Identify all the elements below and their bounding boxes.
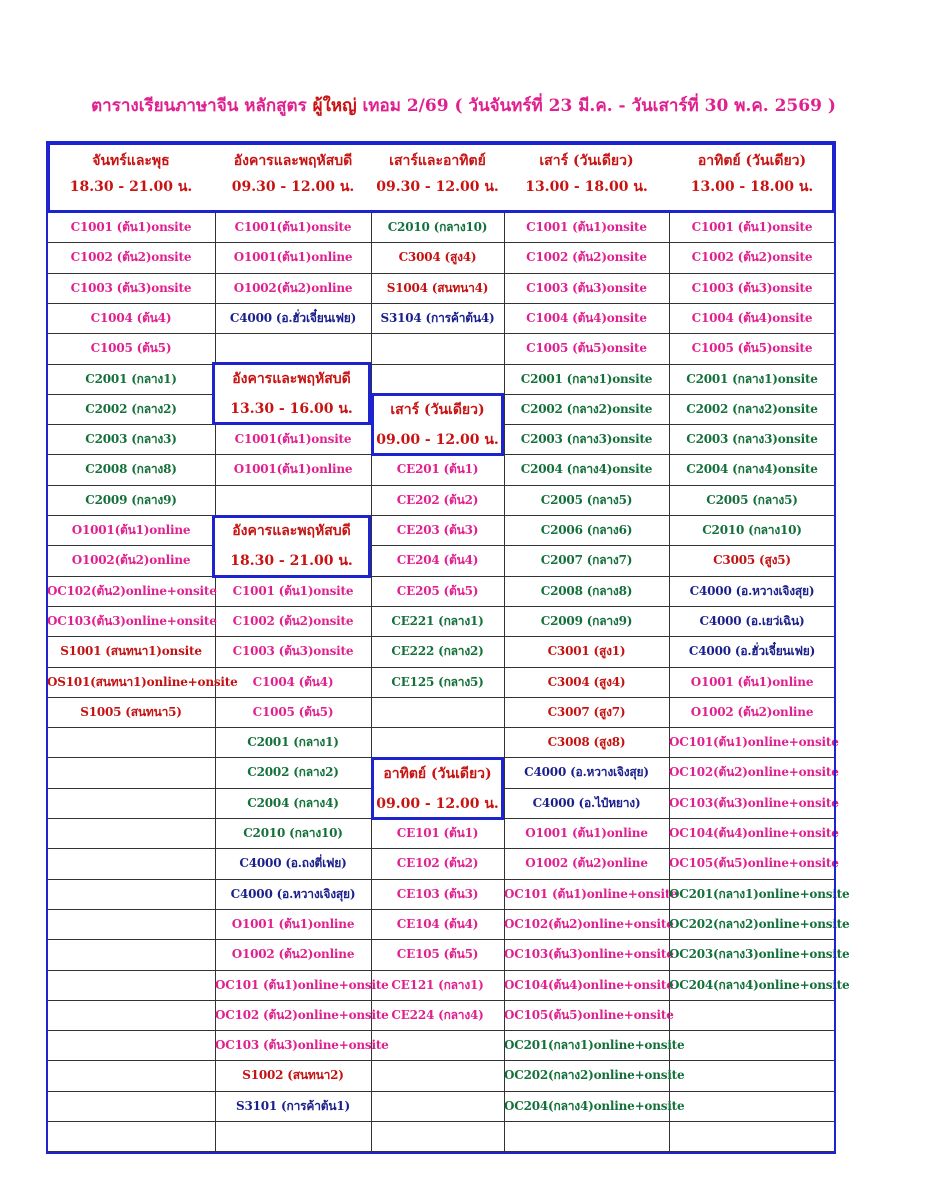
class-cell: CE105 (ต้น5) bbox=[396, 947, 479, 962]
class-cell: S1002 (สนทนา2) bbox=[242, 1068, 344, 1083]
class-cell: C1002 (ต้น2)onsite bbox=[691, 250, 813, 265]
class-cell: C2009 (กลาง9) bbox=[540, 613, 633, 628]
class-cell: C2010 (กลาง10) bbox=[387, 220, 488, 234]
header-day: อังคารและพฤหัสบดี bbox=[233, 153, 353, 169]
class-cell: C1001 (ต้น1)onsite bbox=[526, 220, 647, 234]
class-cell: C1002 (ต้น2)onsite bbox=[232, 613, 354, 628]
class-cell: C2003 (กลาง3)onsite bbox=[686, 432, 818, 447]
class-cell: C1001 (ต้น1)onsite bbox=[70, 220, 192, 234]
class-cell: O1001 (ต้น1)online bbox=[231, 916, 355, 931]
class-cell: C1001(ต้น1)onsite bbox=[234, 432, 352, 447]
class-cell: OC201(กลาง1)online+onsite bbox=[504, 1038, 685, 1053]
class-cell: OC203(กลาง3)online+onsite bbox=[669, 947, 850, 962]
class-cell: OC204(กลาง4)online+onsite bbox=[669, 977, 850, 992]
class-cell: O1001(ต้น1)online bbox=[233, 250, 353, 265]
class-cell: CE104 (ต้น4) bbox=[396, 916, 479, 931]
subheader-day: เสาร์ (วันเดียว) bbox=[390, 402, 485, 418]
class-cell: C2002 (กลาง2)onsite bbox=[520, 401, 653, 416]
class-cell: C2004 (กลาง4)onsite bbox=[520, 462, 653, 477]
class-cell: C2008 (กลาง8) bbox=[85, 462, 177, 477]
class-cell: S3101 (การค้าต้น1) bbox=[236, 1098, 350, 1113]
class-cell: C4000 (อ.เยว่เฉิน) bbox=[699, 613, 805, 628]
class-cell: O1001(ต้น1)online bbox=[71, 523, 191, 537]
class-cell: C2005 (กลาง5) bbox=[540, 492, 633, 507]
class-cell: C4000 (อ.ฮั่วเจี๋ยนเฟย) bbox=[688, 644, 816, 659]
header-time: 13.00 - 18.00 น. bbox=[690, 179, 814, 195]
class-cell: C1002 (ต้น2)onsite bbox=[526, 250, 647, 265]
class-cell: CE221 (กลาง1) bbox=[391, 613, 484, 628]
header-day: เสาร์ (วันเดียว) bbox=[539, 153, 634, 169]
class-cell: OC204(กลาง4)online+onsite bbox=[504, 1098, 685, 1113]
class-cell: OC103(ต้น3)online+onsite bbox=[669, 795, 839, 810]
header-day: จันทร์และพุธ bbox=[92, 153, 170, 169]
subheader-day: อังคารและพฤหัสบดี bbox=[232, 371, 351, 387]
class-cell: C3008 (สูง8) bbox=[547, 735, 626, 750]
class-cell: C1004 (ต้น4)onsite bbox=[526, 310, 647, 325]
class-cell: C2001 (กลาง1) bbox=[85, 371, 177, 386]
subheader-day: อังคารและพฤหัสบดี bbox=[232, 523, 351, 539]
class-cell: C4000 (อ.หวางเจิงสุย) bbox=[689, 583, 815, 598]
class-cell: CE121 (กลาง1) bbox=[391, 977, 484, 992]
class-cell: OC102(ต้น2)online+onsite bbox=[47, 583, 217, 598]
class-cell: OC101 (ต้น1)online+onsite bbox=[215, 977, 389, 992]
class-cell: C2010 (กลาง10) bbox=[702, 523, 802, 537]
class-cell: CE201 (ต้น1) bbox=[396, 462, 479, 477]
class-cell: CE103 (ต้น3) bbox=[396, 886, 479, 901]
class-cell: C1001 (ต้น1)onsite bbox=[691, 220, 813, 234]
header-day: อาทิตย์ (วันเดียว) bbox=[697, 153, 807, 169]
class-cell: C1005 (ต้น5) bbox=[90, 341, 172, 356]
header-time: 09.30 - 12.00 น. bbox=[231, 179, 355, 195]
class-cell: S3104 (การค้าต้น4) bbox=[380, 310, 495, 325]
class-cell: CE203 (ต้น3) bbox=[396, 523, 479, 537]
title-part2: ผู้ใหญ่ bbox=[312, 96, 357, 116]
class-cell: C2009 (กลาง9) bbox=[85, 492, 177, 507]
class-cell: CE125 (กลาง5) bbox=[391, 674, 484, 689]
class-cell: C1003 (ต้น3)onsite bbox=[526, 280, 647, 295]
class-cell: OC102(ต้น2)online+onsite bbox=[669, 765, 839, 780]
subheader-time: 09.00 - 12.00 น. bbox=[376, 796, 499, 812]
class-cell: S1005 (สนทนา5) bbox=[80, 704, 182, 719]
class-cell: C2004 (กลาง4)onsite bbox=[686, 462, 818, 477]
class-cell: OC105(ต้น5)online+onsite bbox=[504, 1007, 674, 1022]
class-cell: C1003 (ต้น3)onsite bbox=[232, 644, 354, 659]
table-frame bbox=[46, 141, 850, 1154]
class-cell: C1002 (ต้น2)onsite bbox=[70, 250, 192, 265]
class-cell: C3005 (สูง5) bbox=[713, 553, 791, 568]
class-cell: OC103(ต้น3)online+onsite bbox=[47, 613, 217, 628]
class-cell: C1004 (ต้น4)onsite bbox=[691, 310, 813, 325]
class-cell: C3004 (สูง4) bbox=[547, 674, 626, 689]
class-cell: S1001 (สนทนา1)onsite bbox=[60, 644, 202, 659]
class-cell: C2008 (กลาง8) bbox=[540, 583, 633, 598]
class-cell: OC102 (ต้น2)online+onsite bbox=[215, 1007, 389, 1022]
class-cell: C1001 (ต้น1)onsite bbox=[232, 583, 354, 598]
class-cell: C2003 (กลาง3)onsite bbox=[520, 432, 653, 447]
class-cell: OS101(สนทนา1)online+onsite bbox=[47, 674, 238, 689]
class-cell: C4000 (อ.ไป๋หยาง) bbox=[532, 795, 641, 810]
class-cell: C2004 (กลาง4) bbox=[247, 795, 339, 810]
class-cell: OC103(ต้น3)online+onsite bbox=[504, 947, 674, 962]
class-cell: OC104(ต้น4)online+onsite bbox=[504, 977, 674, 992]
class-cell: C2002 (กลาง2) bbox=[247, 765, 339, 780]
class-cell: C2010 (กลาง10) bbox=[243, 826, 343, 840]
class-cell: O1002 (ต้น2)online bbox=[231, 947, 355, 962]
class-cell: O1001 (ต้น1)online bbox=[525, 826, 648, 840]
class-cell: C2005 (กลาง5) bbox=[706, 492, 798, 507]
class-cell: C1004 (ต้น4) bbox=[252, 674, 334, 689]
class-cell: C4000 (อ.หวางเจิงสุย) bbox=[524, 765, 649, 780]
class-cell: C1003 (ต้น3)onsite bbox=[691, 280, 813, 295]
class-cell: C3004 (สูง4) bbox=[398, 250, 477, 265]
class-cell: C2001 (กลาง1)onsite bbox=[520, 371, 653, 386]
class-cell: O1001 (ต้น1)online bbox=[690, 674, 814, 689]
class-cell: CE222 (กลาง2) bbox=[391, 644, 484, 659]
class-cell: C1005 (ต้น5) bbox=[252, 704, 334, 719]
class-cell: C3007 (สูง7) bbox=[547, 704, 626, 719]
class-cell: C3001 (สูง1) bbox=[547, 644, 626, 659]
class-cell: CE224 (กลาง4) bbox=[391, 1007, 484, 1022]
class-cell: CE205 (ต้น5) bbox=[396, 583, 479, 598]
subheader-time: 09.00 - 12.00 น. bbox=[376, 432, 499, 448]
header-time: 13.00 - 18.00 น. bbox=[525, 179, 648, 195]
class-cell: C4000 (อ.หวางเจิงสุย) bbox=[230, 886, 356, 901]
class-cell: C2001 (กลาง1) bbox=[247, 735, 339, 750]
class-cell: CE202 (ต้น2) bbox=[396, 492, 479, 507]
class-cell: O1002(ต้น2)online bbox=[233, 280, 353, 295]
class-cell: OC101(ต้น1)online+onsite bbox=[669, 735, 839, 750]
class-cell: C2002 (กลาง2)onsite bbox=[686, 401, 818, 416]
title-part3: เทอม 2/69 ( วันจันทร์ที่ 23 มี.ค. - วันเสาร์ที่ 30 พ.ค. 2569 ) bbox=[356, 96, 836, 116]
class-cell: OC202(กลาง2)online+onsite bbox=[504, 1068, 685, 1083]
class-cell: CE101 (ต้น1) bbox=[396, 826, 479, 840]
class-cell: C2006 (กลาง6) bbox=[540, 523, 633, 537]
subheader-time: 18.30 - 21.00 น. bbox=[230, 553, 353, 569]
class-cell: C1003 (ต้น3)onsite bbox=[70, 280, 192, 295]
class-cell: C1005 (ต้น5)onsite bbox=[691, 341, 813, 356]
class-cell: O1002 (ต้น2)online bbox=[690, 704, 814, 719]
class-cell: O1001(ต้น1)online bbox=[233, 462, 353, 477]
class-cell: OC101 (ต้น1)online+onsite bbox=[504, 886, 678, 901]
class-cell: OC102(ต้น2)online+onsite bbox=[504, 916, 674, 931]
class-cell: OC104(ต้น4)online+onsite bbox=[669, 826, 839, 840]
header-time: 18.30 - 21.00 น. bbox=[69, 179, 193, 195]
class-cell: O1002(ต้น2)online bbox=[71, 553, 191, 568]
class-cell: C4000 (อ.ฮั่วเจี๋ยนเฟย) bbox=[229, 310, 357, 325]
subheader-day: อาทิตย์ (วันเดียว) bbox=[383, 766, 492, 782]
class-cell: C2007 (กลาง7) bbox=[540, 553, 633, 568]
class-cell: C2001 (กลาง1)onsite bbox=[686, 371, 818, 386]
class-cell: CE102 (ต้น2) bbox=[396, 856, 479, 871]
class-cell: C2003 (กลาง3) bbox=[85, 432, 177, 447]
header-time: 09.30 - 12.00 น. bbox=[376, 179, 499, 195]
class-cell: C1001(ต้น1)onsite bbox=[234, 220, 352, 234]
class-cell: C1005 (ต้น5)onsite bbox=[526, 341, 647, 356]
class-cell: C4000 (อ.ถงตี่เฟย) bbox=[239, 856, 347, 871]
class-cell: OC201(กลาง1)online+onsite bbox=[669, 886, 850, 901]
class-cell: S1004 (สนทนา4) bbox=[386, 280, 489, 295]
class-cell: C2002 (กลาง2) bbox=[85, 401, 177, 416]
class-cell: OC103 (ต้น3)online+onsite bbox=[215, 1038, 389, 1053]
class-cell: C1004 (ต้น4) bbox=[90, 310, 172, 325]
class-cell: CE204 (ต้น4) bbox=[396, 553, 479, 568]
header-day: เสาร์และอาทิตย์ bbox=[389, 153, 486, 169]
class-cell: O1002 (ต้น2)online bbox=[525, 856, 648, 871]
title-part1: ตารางเรียนภาษาจีน หลักสูตร bbox=[91, 96, 313, 116]
class-cell: OC105(ต้น5)online+onsite bbox=[669, 856, 839, 871]
subheader-time: 13.30 - 16.00 น. bbox=[230, 401, 353, 417]
class-cell: OC202(กลาง2)online+onsite bbox=[669, 916, 850, 931]
